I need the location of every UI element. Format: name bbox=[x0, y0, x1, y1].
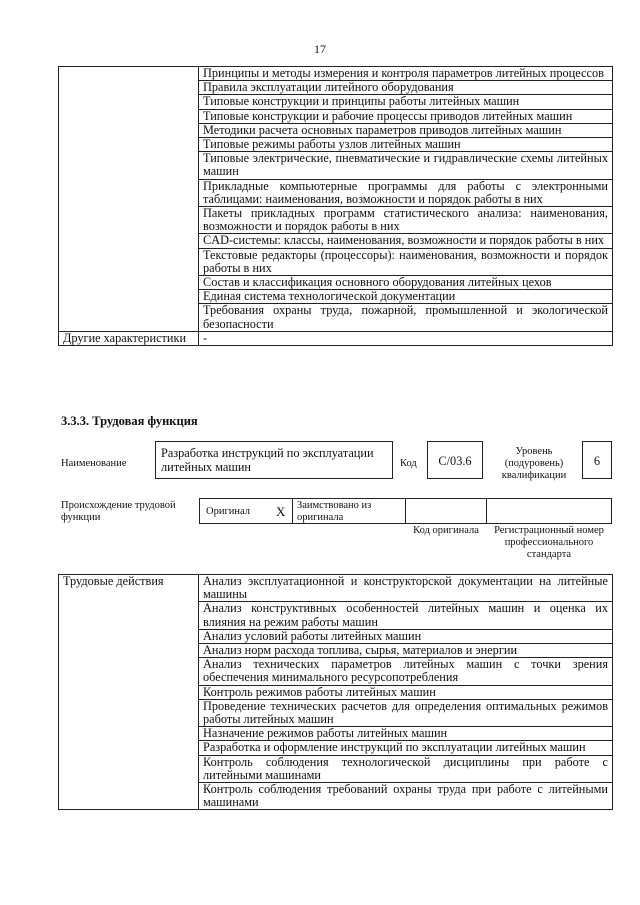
origin-label: Происхождение трудовой функции bbox=[61, 500, 176, 523]
labor-action-item: Анализ конструктивных особенностей литейных машин и оценка их влияния на режим работы машин bbox=[199, 602, 613, 629]
knowledge-item: Прикладные компьютерные программы для работы с электронными таблицами: наименования, возможности и порядок работы в них bbox=[199, 179, 613, 206]
function-name-value: Разработка инструкций по эксплуатации литейных машин bbox=[161, 446, 374, 474]
knowledge-item: Требования охраны труда, пожарной, промышленной и экологической безопасности bbox=[199, 304, 613, 331]
table-row bbox=[59, 67, 613, 81]
other-characteristics-label: Другие характеристики bbox=[59, 331, 199, 345]
original-label: Оригинал bbox=[206, 506, 250, 517]
knowledge-item: Пакеты прикладных программ статистического анализа: наименования, возможности и порядок работы в них bbox=[199, 207, 613, 234]
labor-action-item: Анализ условий работы литейных машин bbox=[199, 629, 613, 643]
reg-caption: Регистрационный номер профессионального стандарта bbox=[494, 525, 604, 560]
labor-action-item: Контроль соблюдения технологической дисциплины при работе с литейными машинами bbox=[199, 755, 613, 782]
knowledge-item: Типовые режимы работы узлов литейных машин bbox=[199, 138, 613, 152]
knowledge-item: Методики расчета основных параметров приводов литейных машин bbox=[199, 123, 613, 137]
knowledge-item: Состав и классификация основного оборудования литейных цехов bbox=[199, 276, 613, 290]
labor-action-item: Анализ эксплуатационной и конструкторской документации на литейные машины bbox=[199, 575, 613, 602]
knowledge-item: Типовые электрические, пневматические и гидравлические схемы литейных машин bbox=[199, 152, 613, 179]
labor-action-item: Разработка и оформление инструкций по эксплуатации литейных машин bbox=[199, 741, 613, 755]
function-code-value: C/03.6 bbox=[438, 454, 472, 468]
level-value: 6 bbox=[593, 454, 601, 468]
level-box bbox=[582, 441, 612, 479]
labor-actions-table bbox=[58, 574, 613, 810]
knowledge-item: Типовые конструкции и принципы работы литейных машин bbox=[199, 95, 613, 109]
other-characteristics-value: - bbox=[199, 331, 613, 345]
origin-code-box bbox=[405, 498, 487, 524]
knowledge-item: Принципы и методы измерения и контроля параметров литейных процессов bbox=[199, 67, 613, 81]
name-label: Наименование bbox=[61, 458, 127, 469]
level-label: Уровень (подуровень) квалификации bbox=[501, 446, 567, 481]
table-row bbox=[59, 575, 613, 602]
code-caption: Код оригинала bbox=[413, 525, 479, 536]
original-mark: X bbox=[276, 504, 286, 519]
borrowed-box bbox=[292, 498, 406, 524]
function-code-box bbox=[427, 441, 483, 479]
knowledge-item: CAD-системы: классы, наименования, возможности и порядок работы в них bbox=[199, 234, 613, 248]
function-name-box bbox=[155, 441, 393, 479]
knowledge-item: Текстовые редакторы (процессоры): наименования, возможности и порядок работы в них bbox=[199, 248, 613, 275]
table-row bbox=[59, 331, 613, 345]
page-number: 17 bbox=[314, 42, 326, 56]
original-box bbox=[199, 498, 293, 524]
labor-action-item: Назначение режимов работы литейных машин bbox=[199, 727, 613, 741]
labor-action-item: Контроль соблюдения требований охраны труда при работе с литейными машинами bbox=[199, 783, 613, 810]
labor-action-item: Контроль режимов работы литейных машин bbox=[199, 685, 613, 699]
knowledge-table bbox=[58, 66, 613, 346]
knowledge-item: Типовые конструкции и рабочие процессы приводов литейных машин bbox=[199, 109, 613, 123]
section-title: 3.3.3. Трудовая функция bbox=[61, 414, 198, 428]
knowledge-label-cell bbox=[59, 67, 199, 332]
knowledge-item: Правила эксплуатации литейного оборудования bbox=[199, 81, 613, 95]
knowledge-item: Единая система технологической документации bbox=[199, 290, 613, 304]
labor-action-item: Анализ норм расхода топлива, сырья, материалов и энергии bbox=[199, 644, 613, 658]
borrowed-label: Заимствовано из оригинала bbox=[297, 500, 372, 523]
code-label: Код bbox=[400, 458, 417, 469]
labor-actions-label: Трудовые действия bbox=[59, 575, 199, 810]
labor-action-item: Проведение технических расчетов для определения оптимальных режимов работы литейных машин bbox=[199, 699, 613, 726]
reg-number-box bbox=[486, 498, 612, 524]
labor-action-item: Анализ технических параметров литейных машин с точки зрения обеспечения минимального ресурсопотребления bbox=[199, 658, 613, 685]
